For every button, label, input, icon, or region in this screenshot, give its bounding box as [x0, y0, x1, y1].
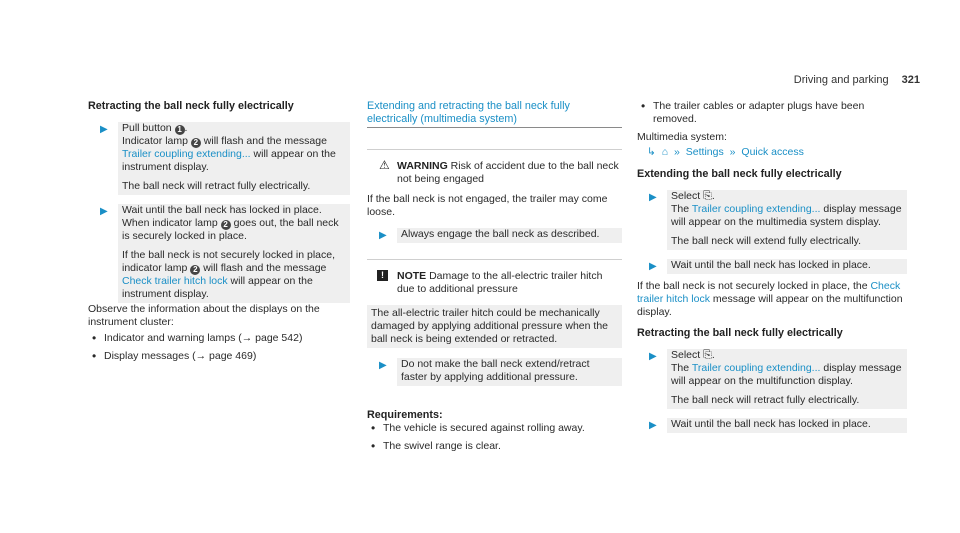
warning-triangle-icon: ⚠: [379, 158, 390, 172]
heading-extending: Extending the ball neck fully electrically: [637, 168, 842, 180]
list-item: • The swivel range is clear.: [367, 440, 622, 453]
step-wait-locked: [88, 204, 350, 303]
list-item: • The trailer cables or adapter plugs have been removed.: [637, 100, 907, 126]
observe-text: Observe the information about the displays on the instrument cluster:: [88, 303, 320, 328]
heading-retracting: Retracting the ball neck fully electrically: [88, 100, 294, 112]
step-text: Wait until the ball neck has locked in place. When indicator lamp: [122, 204, 322, 229]
trailer-hitch-icon[interactable]: ⎘: [703, 190, 712, 202]
step-text: Pull button: [122, 122, 172, 134]
step-select-extend: ▶ Select ⎘. The Trailer coupling extending... display message will appear on the multimedia system display. The ball neck will extend fully electrically.: [637, 190, 907, 250]
step-text: Wait until the ball neck has locked in place.: [671, 259, 871, 271]
step-text: will flash and the message: [203, 262, 327, 274]
body-text: If the ball neck is not securely locked in place, the: [637, 280, 868, 292]
body-text: message will appear on the multifunction display.: [637, 293, 903, 318]
step-arrow-icon: ▶: [649, 261, 657, 272]
button-1-badge: 1: [175, 125, 185, 135]
menu-path: [637, 146, 907, 159]
list-item[interactable]: • Indicator and warning lamps (→ page 542): [88, 332, 350, 345]
step-text: will appear on the instrument display.: [122, 275, 313, 300]
indicator-lamp-2-badge: 2: [221, 220, 231, 230]
display-message: Check trailer hitch lock: [122, 275, 228, 287]
step-text: Do not make the ball neck extend/retract faster by applying additional pressure.: [401, 358, 590, 383]
indicator-lamp-2-badge: 2: [191, 138, 201, 148]
warning-step: [367, 228, 622, 243]
step-arrow-icon: ▶: [379, 230, 387, 241]
chevron-right-icon: »: [729, 146, 736, 158]
step-text: goes out, the ball neck is securely locked in place.: [122, 217, 339, 242]
step-result: The ball neck will retract fully electrically.: [671, 394, 860, 406]
column-middle: [367, 100, 622, 458]
step-text: Wait until the ball neck has locked in place.: [671, 418, 871, 430]
step-arrow-icon: ▶: [649, 420, 657, 431]
step-select-retract: ▶ Select ⎘. The Trailer coupling extending... display message will appear on the multifunction display. The ball neck will retract fully electrically.: [637, 349, 907, 409]
step-text: Select: [671, 190, 701, 202]
page-number: 321: [901, 74, 920, 86]
step-wait-extend: [637, 259, 907, 274]
indicator-lamp-2-badge: 2: [190, 265, 200, 275]
list-item[interactable]: • Display messages (→ page 469): [88, 350, 350, 363]
display-message: Trailer coupling extending...: [122, 148, 251, 160]
column-left: [88, 100, 350, 368]
display-message: Trailer coupling extending...: [691, 362, 821, 374]
note-title: Damage to the all-electric trailer hitch due to additional pressure: [397, 270, 603, 295]
step-text: Always engage the ball neck as described.: [401, 228, 600, 240]
step-arrow-icon: ▶: [649, 192, 657, 203]
list-item: • The vehicle is secured against rolling away.: [367, 422, 622, 435]
step-pull-button: ▶ Pull button 1 . Indicator lamp 2 will flash and the message Trailer coupling extending... will appear on the instrument display. The ball neck will retract fully electrically.: [88, 122, 350, 195]
exclamation-icon: !: [377, 270, 388, 281]
note-label: NOTE: [397, 270, 427, 282]
step-text: If the ball neck is not securely locked in place, indicator lamp: [122, 249, 336, 274]
menu-quick-access[interactable]: Quick access: [741, 146, 804, 158]
step-text: Select: [671, 349, 701, 361]
note-box: [367, 259, 622, 386]
step-text: display message will appear on the multimedia system display.: [671, 203, 902, 228]
step-result: The ball neck will retract fully electrically.: [122, 180, 311, 192]
requirements-label: Requirements:: [367, 409, 443, 421]
chevron-right-icon: »: [674, 146, 680, 158]
step-arrow-icon: ▶: [649, 351, 657, 362]
step-text: will flash and the message: [203, 135, 327, 147]
step-text: display message will appear on the multifunction display.: [671, 362, 902, 387]
step-text: will appear on the instrument display.: [122, 148, 336, 173]
step-arrow-icon: ▶: [379, 360, 387, 371]
trailer-hitch-icon[interactable]: ⎘: [703, 349, 712, 361]
warning-label: WARNING: [397, 160, 448, 172]
heading-multimedia: Extending and retracting the ball neck fully electrically (multimedia system): [367, 100, 622, 128]
page-header: [794, 74, 920, 86]
step-text: The: [671, 203, 690, 215]
requirements: [367, 409, 622, 453]
warning-title: Risk of accident due to the ball neck not being engaged: [397, 160, 619, 185]
step-text: The: [671, 362, 690, 374]
column-right: [637, 100, 907, 433]
note-text: The all-electric trailer hitch could be mechanically damaged by applying additional pressure when the ball neck is being extended or retracted.: [371, 307, 608, 345]
step-wait-retract: [637, 418, 907, 433]
multimedia-label: Multimedia system:: [637, 131, 727, 143]
step-text: Indicator lamp: [122, 135, 188, 147]
heading-retracting-mm: Retracting the ball neck fully electrically: [637, 327, 843, 339]
step-arrow-icon: ▶: [100, 206, 108, 217]
home-icon[interactable]: ⌂: [661, 146, 669, 158]
note-step: [367, 358, 622, 386]
display-message: Check trailer hitch lock: [637, 280, 901, 305]
warning-box: [367, 149, 622, 243]
enter-arrow-icon: ↳: [647, 146, 656, 158]
reference-list: [88, 332, 350, 363]
section-title: Driving and parking: [793, 74, 889, 86]
menu-settings[interactable]: Settings: [685, 146, 724, 158]
display-message: Trailer coupling extending...: [691, 203, 821, 215]
step-arrow-icon: ▶: [100, 124, 108, 135]
warning-text: If the ball neck is not engaged, the trailer may come loose.: [367, 193, 608, 218]
step-result: The ball neck will extend fully electrically.: [671, 235, 862, 247]
